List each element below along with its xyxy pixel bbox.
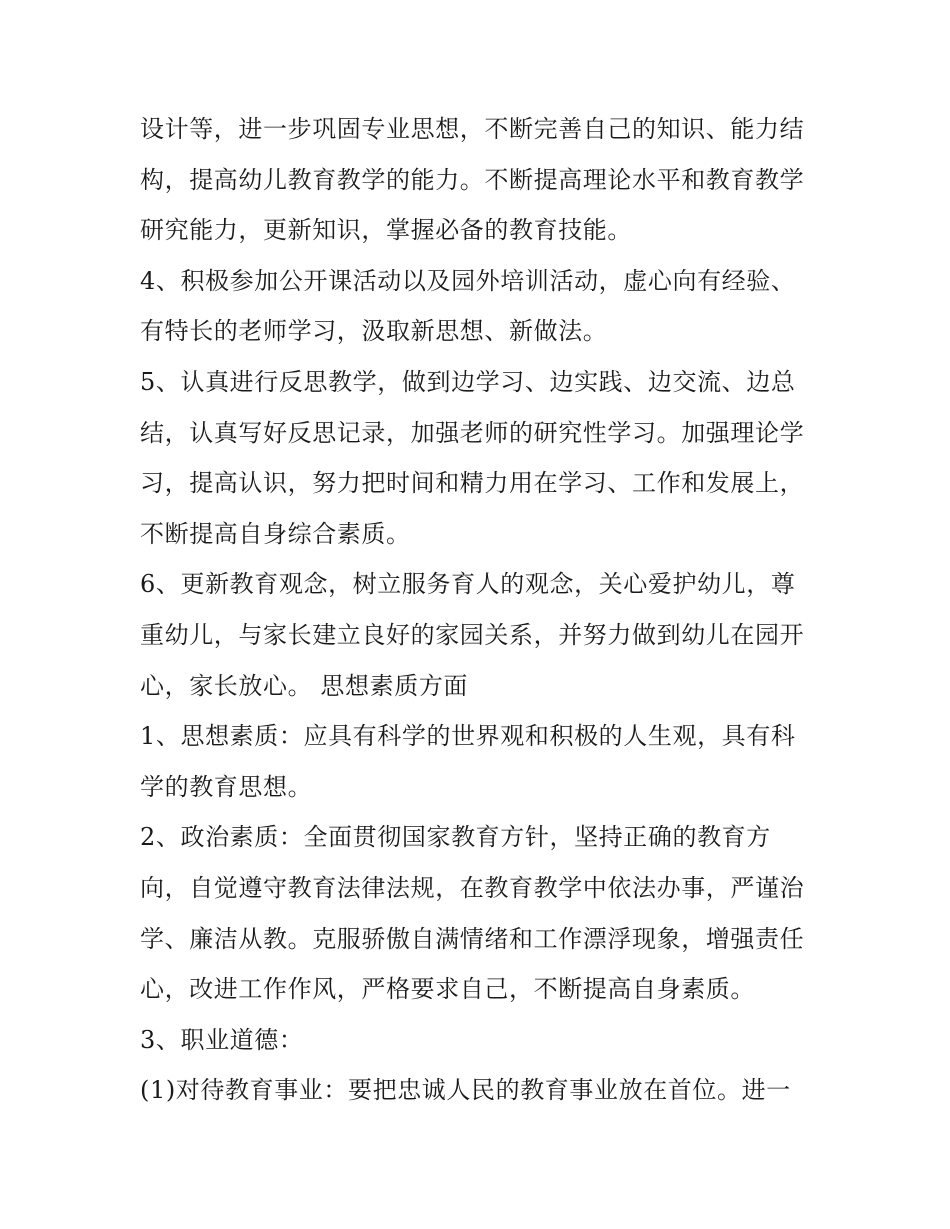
text-line: (1)对待教育事业：要把忠诚人民的教育事业放在首位。进一: [140, 1076, 791, 1105]
text-line: 学、廉洁从教。克服骄傲自满情绪和工作漂浮现象，增强责任: [140, 924, 805, 953]
text-line: 1、思想素质：应具有科学的世界观和积极的人生观，具有科: [140, 722, 796, 751]
text-line: 有特长的老师学习，汲取新思想、新做法。: [140, 317, 608, 346]
document-body: [140, 104, 820, 1116]
text-line: 5、认真进行反思教学，做到边学习、边实践、边交流、边总: [140, 367, 796, 396]
text-line: 3、职业道德：: [140, 1025, 304, 1054]
text-line: 不断提高自身综合素质。: [140, 519, 411, 548]
text-line: 向，自觉遵守教育法律法规，在教育教学中依法办事，严谨治: [140, 873, 805, 902]
text-line: 心，家长放心。 思想素质方面: [140, 671, 469, 700]
text-line: 6、更新教育观念，树立服务育人的观念，关心爱护幼儿，尊: [140, 570, 796, 599]
text-line: 结，认真写好反思记录，加强老师的研究性学习。加强理论学: [140, 418, 805, 447]
text-line: 重幼儿，与家长建立良好的家园关系，并努力做到幼儿在园开: [140, 620, 805, 649]
text-line: 习，提高认识，努力把时间和精力用在学习、工作和发展上，: [140, 469, 805, 498]
text-line: 研究能力，更新知识，掌握必备的教育技能。: [140, 216, 632, 245]
text-line: 4、积极参加公开课活动以及园外培训活动，虚心向有经验、: [140, 266, 796, 295]
text-line: 2、政治素质：全面贯彻国家教育方针，坚持正确的教育方: [140, 823, 771, 852]
text-line: 构，提高幼儿教育教学的能力。不断提高理论水平和教育教学: [140, 165, 805, 194]
text-line: 心，改进工作作风，严格要求自己，不断提高自身素质。: [140, 975, 755, 1004]
text-line: 学的教育思想。: [140, 772, 313, 801]
text-line: 设计等，进一步巩固专业思想，不断完善自己的知识、能力结: [140, 115, 805, 143]
